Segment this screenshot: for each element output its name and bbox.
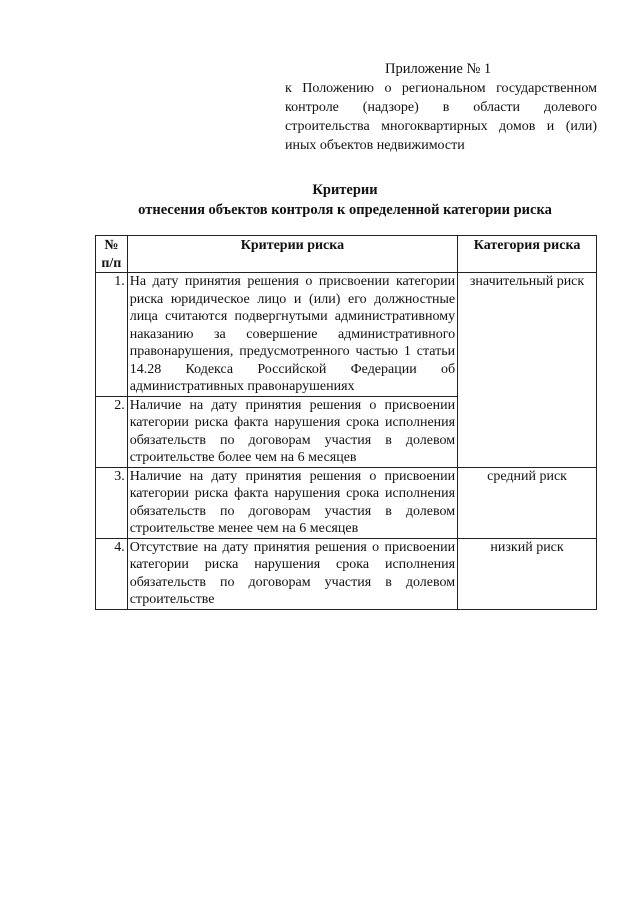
table-row <box>96 273 597 397</box>
appendix-title: Приложение № 1 <box>385 61 492 77</box>
table-row <box>96 538 597 609</box>
row-category: средний риск <box>458 467 597 538</box>
heading-line-2: отнесения объектов контроля к определенной категории риска <box>138 202 552 218</box>
table-row <box>96 467 597 538</box>
row-number: 1. <box>96 273 128 397</box>
appendix-body: к Положению о региональном государственном контроле (надзоре) в области долевого строительства многоквартирных домов и (или) иных объектов недвижимости <box>285 81 597 153</box>
row-number: 4. <box>96 538 128 609</box>
row-criteria: На дату принятия решения о присвоении категории риска юридическое лицо и (или) его должностные лица считаются подвергнутыми административному наказанию за совершение административного правонарушения, предусмотренного частью 1 статьи 14.28 Кодекса Российской Федерации об административных правонарушениях <box>127 273 457 397</box>
criteria-table <box>95 235 597 610</box>
row-number: 2. <box>96 396 128 467</box>
row-category: низкий риск <box>458 538 597 609</box>
row-criteria: Наличие на дату принятия решения о присвоении категории риска факта нарушения срока исполнения обязательств по договорам участия в долевом строительстве более чем на 6 месяцев <box>127 396 457 467</box>
row-category: значительный риск <box>458 273 597 397</box>
row-criteria: Наличие на дату принятия решения о присвоении категории риска факта нарушения срока исполнения обязательств по договорам участия в долевом строительстве менее чем на 6 месяцев <box>127 467 457 538</box>
row-number: 3. <box>96 467 128 538</box>
table-row <box>96 396 597 467</box>
header-criteria: Критерии риска <box>127 236 457 273</box>
header-category: Категория риска <box>458 236 597 273</box>
row-criteria: Отсутствие на дату принятия решения о присвоении категории риска нарушения срока исполнения обязательств по договорам участия в долевом строительстве <box>127 538 457 609</box>
header-num: № п/п <box>96 236 128 273</box>
document-heading <box>95 180 595 220</box>
table-header-row <box>96 236 597 273</box>
appendix-block <box>285 60 597 155</box>
heading-line-1: Критерии <box>312 182 378 198</box>
row-category <box>458 396 597 467</box>
